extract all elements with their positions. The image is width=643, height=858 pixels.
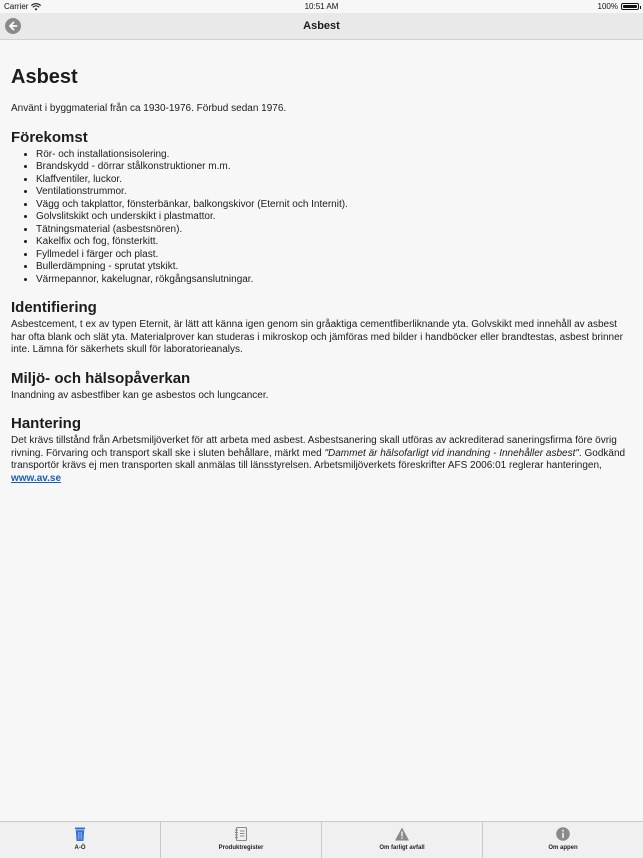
list-item: • Bullerdämpning - sprutat ytskikt.: [36, 261, 629, 274]
battery-fill: [623, 5, 637, 8]
page-title: Asbest: [11, 66, 78, 88]
tab-label: Om appen: [548, 845, 578, 851]
tab-a-o[interactable]: [0, 822, 161, 858]
carrier-label: Carrier: [4, 2, 29, 11]
status-right: [598, 2, 639, 11]
tab-om-appen[interactable]: [483, 822, 643, 858]
hantering-quote: "Dammet är hälsofarligt vid inandning - Innehåller asbest": [324, 447, 579, 459]
tab-label: A-Ö: [74, 845, 86, 851]
hantering-text-part-2: . Godkänd transportör krävs ej men transporten skall anmälas till länsstyrelsen. Arbetsmiljöverkets föreskrifter AFS 2006:01 reglerar hanteringen,: [11, 447, 626, 471]
list-item: • Kakelfix och fog, fönsterkitt.: [36, 236, 629, 249]
list-item: • Golvslitskikt och underskikt i plastmattor.: [36, 211, 629, 224]
tab-label: Om farligt avfall: [379, 845, 425, 851]
battery-icon: [621, 3, 639, 10]
tab-bar: [0, 821, 643, 858]
nav-title: Asbest: [303, 20, 340, 32]
tab-produktregister[interactable]: [161, 822, 322, 858]
section-heading-forekomst: Förekomst: [11, 128, 88, 146]
trash-bin-icon: [72, 826, 88, 842]
status-time: 10:51 AM: [304, 2, 339, 11]
hantering-text-part-1: Det krävs tillstånd från Arbetsmiljöverket för att arbeta med asbest. Asbestsanering skall utföras av ackrediterad saneringsfirma före övrig rivning. Förvaring och transport skall ske i sluten behållare, märkt med: [11, 435, 617, 459]
hantering-text: [11, 435, 629, 485]
navigation-bar: [0, 13, 643, 40]
notebook-icon: [233, 826, 249, 842]
list-item: • Rör- och installationsisolering.: [36, 149, 629, 162]
list-item: • Klaffventiler, luckor.: [36, 174, 629, 187]
miljo-text: Inandning av asbestfiber kan ge asbestos och lungcancer.: [11, 389, 269, 401]
tab-label: Produktregister: [218, 845, 264, 851]
tab-om-farligt-avfall[interactable]: [322, 822, 483, 858]
list-item: • Ventilationstrummor.: [36, 186, 629, 199]
identifiering-text: Asbestcement, t ex av typen Eternit, är lätt att känna igen genom sin gråaktiga cementfiberliknande yta. Golvskikt med innehåll av asbest har ofta blank och slät yta. Materialprover kan studeras i mikroskop och jämföras med bilder i handböcker eller brandtestas, asbest brinner inte. Lämna för säkerhets skull för laboratorieanalys.: [11, 319, 623, 355]
list-item: • Brandskydd - dörrar stålkonstruktioner m.m.: [36, 161, 629, 174]
intro-text: Använt i byggmaterial från ca 1930-1976. Förbud sedan 1976.: [11, 103, 287, 114]
list-item: • Tätningsmaterial (asbestsnören).: [36, 224, 629, 237]
section-heading-hantering: Hantering: [11, 415, 82, 432]
status-bar: [0, 0, 643, 13]
article-content: [11, 40, 629, 485]
list-item: • Fyllmedel i färger och plast.: [36, 249, 629, 262]
forekomst-list: [11, 149, 629, 287]
warning-icon: [394, 826, 410, 842]
section-heading-identifiering: Identifiering: [11, 299, 97, 316]
list-item: • Vägg och takplattor, fönsterbänkar, balkongskivor (Eternit och Internit).: [36, 199, 629, 212]
battery-percent: 100%: [597, 2, 618, 11]
list-item: • Värmepannor, kakelugnar, rökgångsanslutningar.: [36, 274, 629, 287]
info-icon: [555, 826, 571, 842]
section-heading-miljo: Miljö- och hälsopåverkan: [11, 369, 191, 387]
av-link[interactable]: www.av.se: [11, 472, 62, 484]
